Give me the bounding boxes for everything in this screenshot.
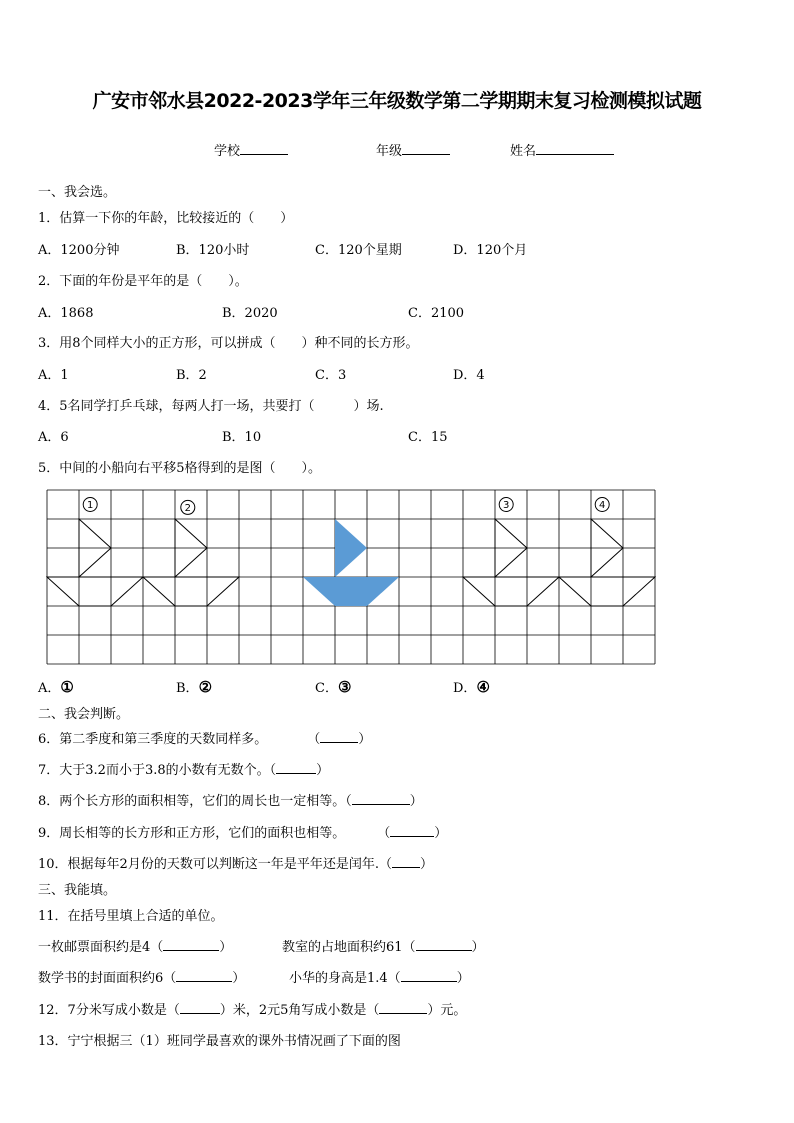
circled-mark: ④ [476,678,490,696]
q3-option-d: D．4 [453,368,485,383]
q4-option-b: B．10 [222,430,262,445]
question-3: 3．用8个同样大小的正方形，可以拼成（ ）种不同的长方形。 [38,336,419,351]
section-3-heading: 三、我能填。 [38,883,117,898]
question-12: 12．7分米写成小数是（ ）米，2元5角写成小数是（ ）元。 [38,999,466,1018]
circled-mark: ③ [337,678,352,696]
boat-hull [143,577,239,606]
question-4: 4．5名同学打乒乓球，每两人打一场，共要打（ ）场. [38,399,384,414]
question-11: 11．在括号里填上合适的单位。 [38,909,224,924]
boat-grid-figure [46,489,656,665]
q2-option-b: B．2020 [222,306,278,321]
boat-hull [303,577,399,606]
figure-label: 3 [503,500,510,511]
boat-figure-3 [463,519,559,606]
page-title: 广安市邻水县2022-2023学年三年级数学第二学期期末复习检测模拟试题 [92,90,702,112]
q2-option-a: A．1868 [38,306,94,321]
figure-label: 4 [599,500,606,511]
q1-option-d: D．120个月 [453,243,528,258]
section-2-heading: 二、我会判断。 [38,707,130,722]
name-field: 姓名 [510,140,614,159]
q11-item-stamp: 一枚邮票面积约是4（ ） [38,936,232,955]
question-6: 6．第二季度和第三季度的天数同样多。 （ ） [38,728,371,747]
q11-item-height: 小华的身高是1.4（ ） [289,967,470,986]
q1-option-b: B．120小时 [176,243,250,258]
school-field: 学校 [214,140,288,159]
boat-hull [47,577,143,606]
boat-hull [463,577,559,606]
question-10: 10．根据每年2月份的天数可以判断这一年是平年还是闰年.（ ） [38,853,433,872]
question-8: 8．两个长方形的面积相等，它们的周长也一定相等。（ ） [38,790,423,809]
q2-option-c: C．2100 [408,306,465,321]
boat-original [303,519,399,606]
boat-figure-2 [143,519,239,606]
figure-label: 1 [87,500,94,511]
boat-figure-4 [559,519,655,606]
question-7: 7．大于3.2而小于3.8的小数有无数个。（ ） [38,759,329,778]
boat-hull [559,577,655,606]
q1-option-c: C．120个星期 [315,243,402,258]
q3-option-c: C．3 [315,368,347,383]
question-2: 2．下面的年份是平年的是（ ）。 [38,274,248,289]
question-5: 5．中间的小船向右平移5格得到的是图（ ）。 [38,461,322,476]
q5-option-d: D．④ [453,678,490,696]
q1-option-a: A．1200分钟 [38,243,120,258]
boat-sail [335,519,367,577]
question-1: 1．估算一下你的年龄，比较接近的（ ） [38,211,294,226]
q5-option-a: A．① [38,678,74,696]
circled-mark: ② [198,678,213,696]
q4-option-c: C．15 [408,430,448,445]
q3-option-b: B．2 [176,368,207,383]
boat-figure-1 [47,519,143,606]
circled-mark: ① [60,678,74,696]
question-13: 13．宁宁根据三（1）班同学最喜欢的课外书情况画了下面的图 [38,1034,401,1049]
q4-option-a: A．6 [38,430,69,445]
q3-option-a: A．1 [38,368,69,383]
q11-item-classroom: 教室的占地面积约61（ ） [282,936,485,955]
q5-option-b: B．② [176,678,213,696]
question-9: 9．周长相等的长方形和正方形，它们的面积也相等。 （ ） [38,822,447,841]
grade-field: 年级 [376,140,450,159]
q11-item-book-cover: 数学书的封面面积约6（ ） [38,967,245,986]
figure-label: 2 [184,502,191,514]
section-1-heading: 一、我会选。 [38,185,117,200]
q5-option-c: C．③ [315,678,352,696]
